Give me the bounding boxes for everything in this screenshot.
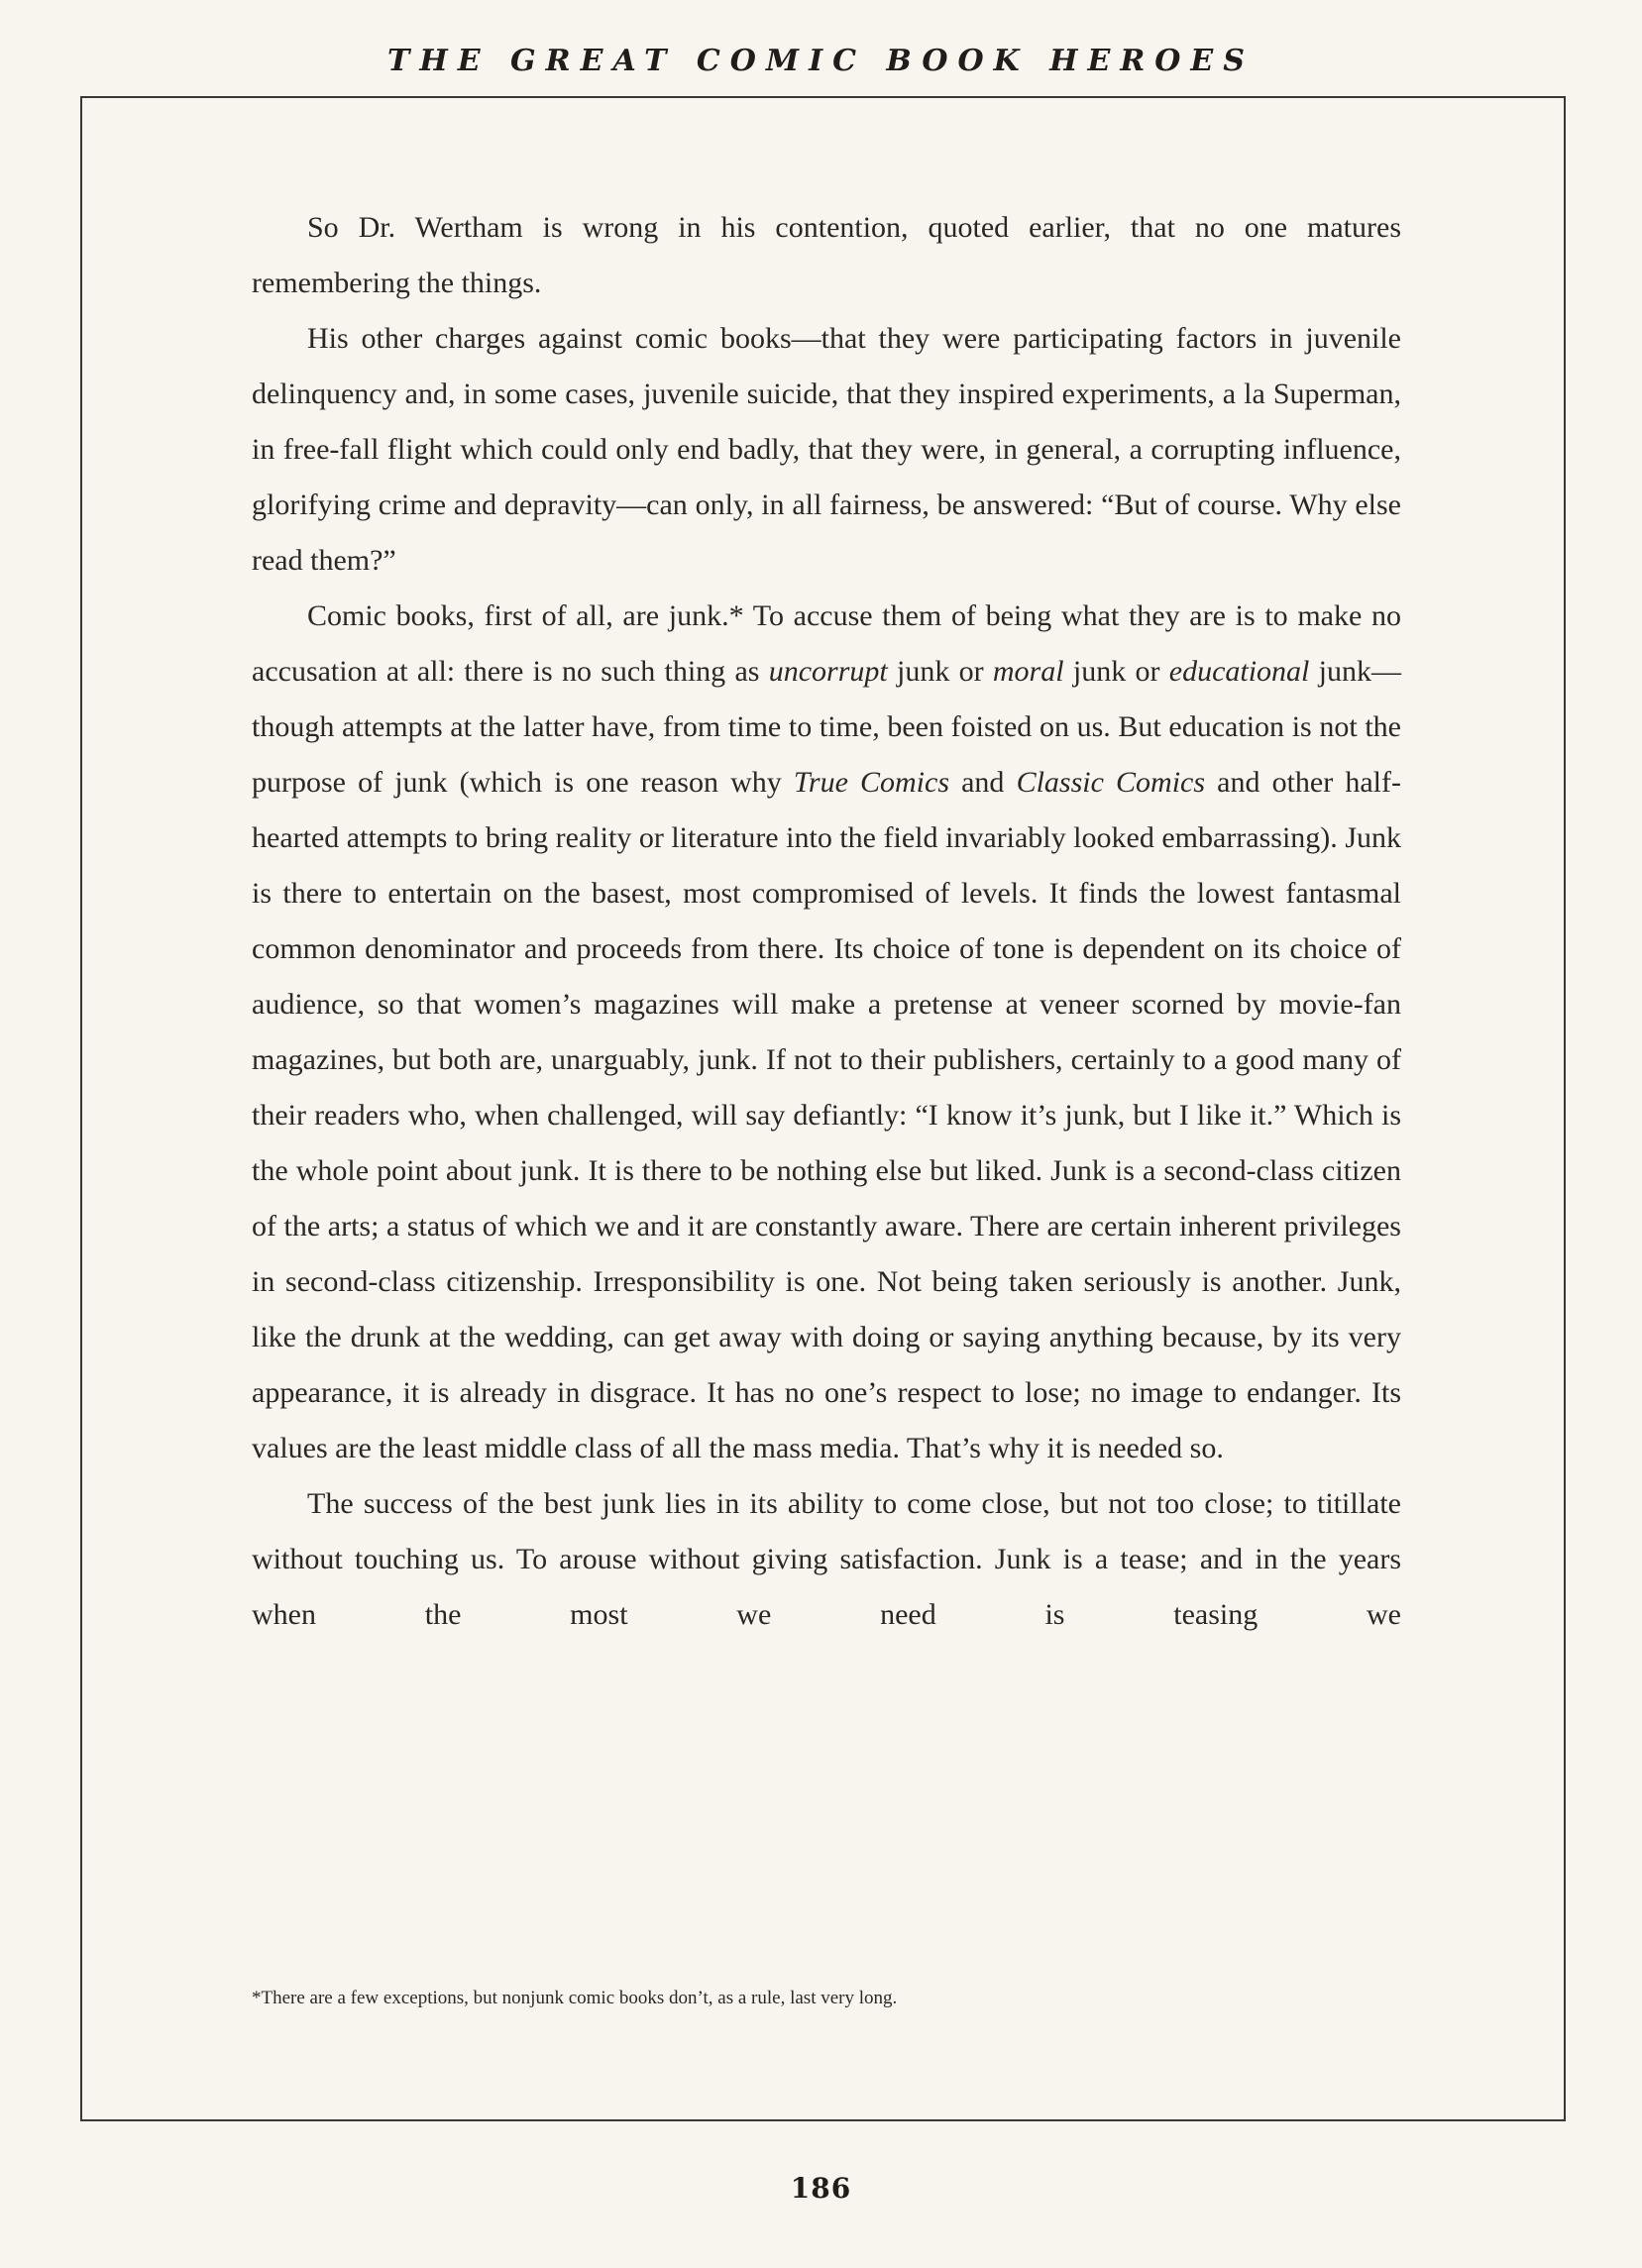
text-run: Comic books, first of all, are junk.* To accuse them of being what they are is to make no accusation at all: there is no such thing as — [252, 599, 1401, 688]
running-head: THE GREAT COMIC BOOK HEROES — [387, 44, 1255, 78]
paragraph-1: So Dr. Wertham is wrong in his contention, quoted earlier, that no one matures remembering the things. — [252, 211, 1401, 299]
paragraph-3 — [252, 589, 1401, 1476]
italic-run: educational — [1168, 655, 1310, 688]
italic-run: moral — [992, 655, 1064, 688]
paragraph-2: His other charges against comic books—that they were participating factors in juvenile delinquency and, in some cases, juvenile suicide, that they inspired experiments, a la Superman, in free-fall flight which could only end badly, that they were, in general, a corrupting influence, glorifying crime and depravity—can only, in all fairness, be answered: “But of course. Why else read them?” — [252, 322, 1401, 577]
italic-run: uncorrupt — [768, 655, 888, 688]
text-run: junk—though attempts at the latter have, from time to time, been foisted on us. But education is not the purpose of junk (which is one reason why — [252, 655, 1402, 799]
page-number: 186 — [790, 2172, 852, 2205]
text-run: junk or — [887, 655, 993, 688]
italic-run: True Comics — [793, 766, 949, 799]
text-run: junk or — [1063, 655, 1169, 688]
text-run: and — [949, 766, 1017, 799]
text-run: and other half-hearted attempts to bring reality or literature into the field invariably looked embarrassing). Junk is there to entertain on the basest, most compromised of levels. It finds the lowest fantasmal common denominator and proceeds from there. Its choice of tone is dependent on its choice of audience, so that women’s magazines will make a pretense at veneer scorned by movie-fan magazines, but both are, unarguably, junk. If not to their publishers, certainly to a good many of their readers who, when challenged, will say defiantly: “I know it’s junk, but I like it.” Which is the whole point about junk. It is there to be nothing else but liked. Junk is a second-class citizen of the arts; a status of which we and it are constantly aware. There are certain inherent privileges in second-class citizenship. Irresponsibility is one. Not being taken seriously is another. Junk, like the drunk at the wedding, can get away with doing or saying anything because, by its very appearance, it is already in disgrace. It has no one’s respect to lose; no image to endanger. Its values are the least middle class of all the mass media. That’s why it is needed so. — [252, 766, 1401, 1464]
paragraph-4: The success of the best junk lies in its ability to come close, but not too close; to titillate without touching us. To arouse without giving satisfaction. Junk is a tease; and in the years when the most we need is teasing we — [252, 1487, 1401, 1631]
body-text — [252, 200, 1401, 1643]
italic-run: Classic Comics — [1016, 766, 1206, 799]
footnote: *There are a few exceptions, but nonjunk comic books don’t, as a rule, last very long. — [252, 1988, 898, 2008]
